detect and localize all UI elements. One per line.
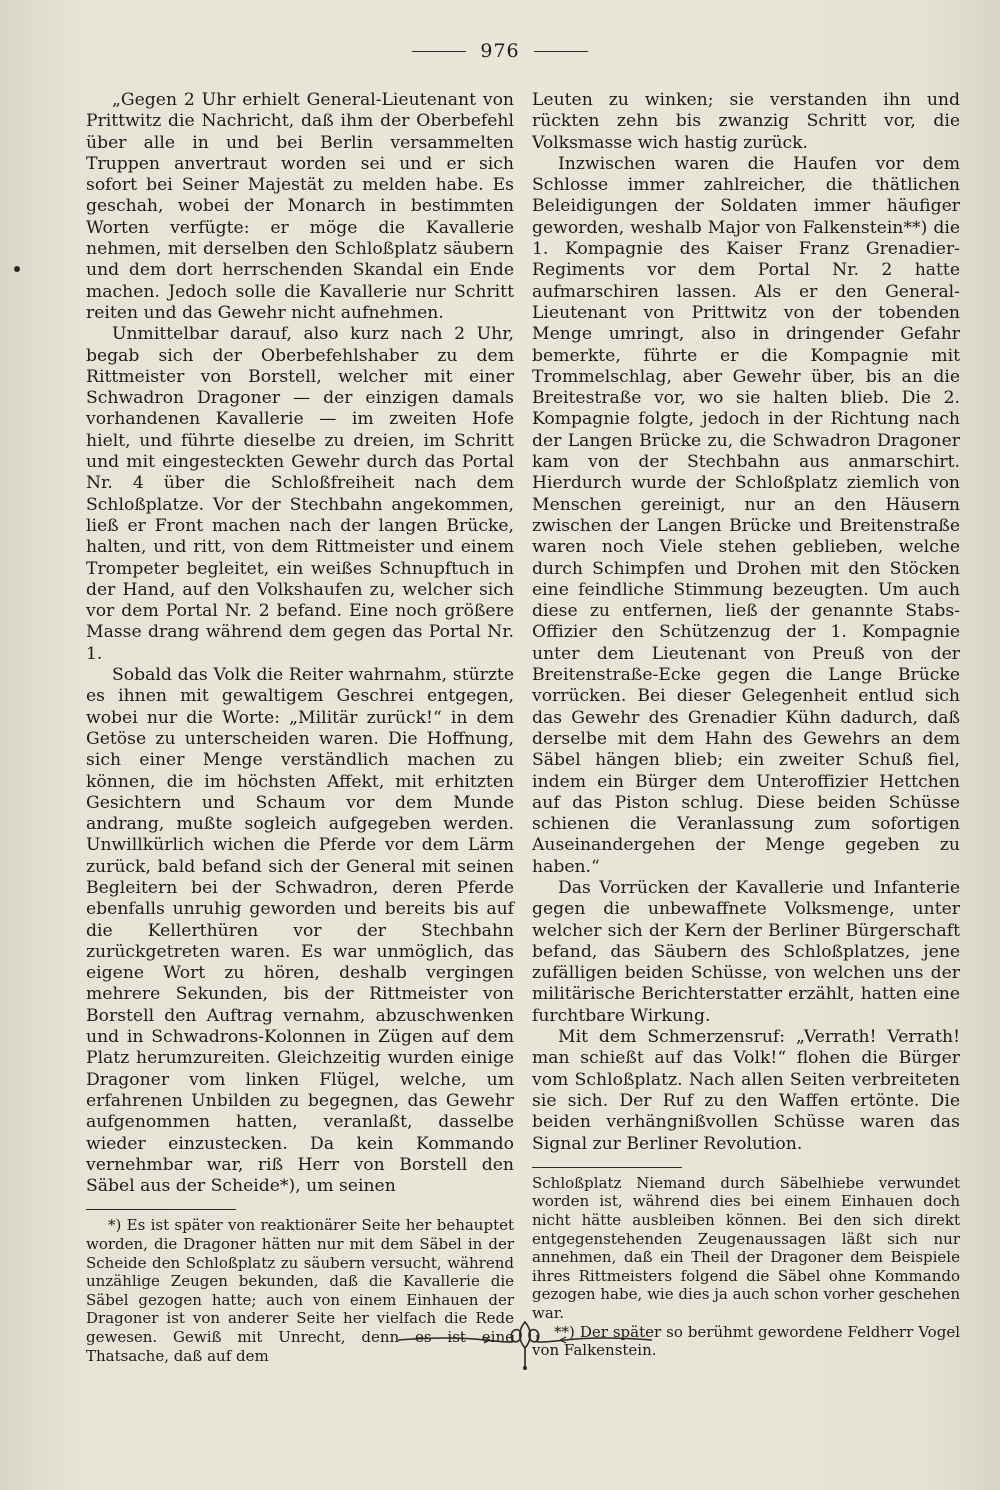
footnote: *) Es ist später von reaktionärer Seite her behauptet worden, die Dragoner hätten nur mit dem Säbel in der Scheide den Schloßplatz zu säubern versucht, während unzählige Zeugen bekunden, daß die Kavallerie die Säbel gezogen hatte; auch von einem Einhauen der Dragoner ist von anderer Seite her vielfach die Rede gewesen. Gewiß mit Unrecht, denn es ist eine Thatsache, daß auf dem	[86, 1216, 514, 1365]
header-rule-right	[534, 51, 588, 52]
paragraph: Mit dem Schmerzensruf: „Verrath! Verrath! man schießt auf das Volk!“ flohen die Bürger vom Schloßplatz. Nach allen Seiten verbreiteten sie sich. Der Ruf zu den Waffen ertönte. Die beiden verhängnißvollen Schüsse waren das Signal zur Berliner Revolution.	[532, 1027, 960, 1154]
header-rule-left	[412, 51, 466, 52]
page-number: 976	[480, 40, 520, 62]
footnote-rule	[86, 1209, 236, 1210]
paragraph: Leuten zu winken; sie verstanden ihn und rückten zehn bis zwanzig Schritt vor, die Volksmasse wich hastig zurück.	[532, 90, 960, 153]
paragraph: Inzwischen waren die Haufen vor dem Schlosse immer zahlreicher, die thätlichen Beleidigungen der Soldaten immer häufiger geworden, weshalb Major von Falkenstein**) die 1. Kompagnie des Kaiser Franz Grenadier-Regiments vor dem Portal Nr. 2 hatte aufmarschiren lassen. Als er den General-Lieutenant von Prittwitz von der tobenden Menge umringt, also in dringender Gefahr bemerkte, führte er die Kompagnie mit Trommelschlag, aber Gewehr über, bis an die Breitestraße vor, wo sie halten blieb. Die 2. Kompagnie folgte, jedoch in der Richtung nach der Langen Brücke zu, die Schwadron Dragoner kam von der Stechbahn aus anmarschirt. Hierdurch wurde der Schloßplatz ziemlich von Menschen gereinigt, nur an den Häusern zwischen der Langen Brücke und Breitenstraße waren noch Viele stehen geblieben, welche durch Schimpfen und Drohen mit den Stöcken eine feindliche Stimmung bezeugten. Um auch diese zu entfernen, ließ der genannte Stabs-Offizier den Schützenzug der 1. Kompagnie unter dem Lieutenant von Preuß von der Breitenstraße-Ecke gegen die Lange Brücke vorrücken. Bei dieser Gelegenheit entlud sich das Gewehr des Grenadier Kühn dadurch, daß derselbe mit dem Hahn des Gewehrs an dem Säbel hängen blieb; ein zweiter Schuß fiel, indem ein Bürger dem Unteroffizier Hettchen auf das Piston schlug. Diese beiden Schüsse schienen die Veranlassung zum sofortigen Auseinandergehen der Menge gegeben zu haben.“	[532, 153, 960, 877]
left-column	[86, 90, 514, 1365]
footnote-continuation: Schloßplatz Niemand durch Säbelhiebe verwundet worden ist, während dies bei einem Einhauen doch nicht hätte ausbleiben können. Bei den sich direkt entgegenstehenden Zeugenaussagen läßt sich nur annehmen, daß ein Theil der Dragoner dem Beispiele ihres Rittmeisters folgend die Säbel ohne Kommando gezogen habe, wie dies ja auch schon vorher geschehen war.	[532, 1173, 960, 1322]
ornament-flourish-icon	[390, 1318, 660, 1374]
margin-mark	[14, 266, 20, 272]
footnote-rule	[532, 1167, 682, 1168]
footnote: **) Der später so berühmt gewordene Feldherr Vogel von Falkenstein.	[532, 1322, 960, 1360]
paragraph: Sobald das Volk die Reiter wahrnahm, stürzte es ihnen mit gewaltigem Geschrei entgegen, wobei nur die Worte: „Militär zurück!“ in dem Getöse zu unterscheiden waren. Die Hoffnung, sich einer Menge verständlich machen zu können, die im höchsten Affekt, mit erhitzten Gesichtern und Schaum vor dem Munde andrang, mußte sogleich aufgegeben werden. Unwillkürlich wichen die Pferde vor dem Lärm zurück, bald befand sich der General mit seinen Begleitern bei der Schwadron, deren Pferde ebenfalls unruhig geworden und bereits bis auf die Kellerthüren vor der Stechbahn zurückgetreten waren. Es war unmöglich, das eigene Wort zu hören, deshalb vergingen mehrere Sekunden, bis der Rittmeister von Borstell den Auftrag vernahm, abzuschwenken und in Schwadrons-Kolonnen in Zügen auf dem Platz herumzureiten. Gleichzeitig wurden einige Dragoner vom linken Flügel, welche, um erfahrenen Unbilden zu begegnen, das Gewehr aufgenommen hatten, veranlaßt, dasselbe wieder einzustecken. Da kein Kommando vernehmbar war, riß Herr von Borstell den Säbel aus der Scheide*), um seinen	[86, 665, 514, 1197]
paragraph: Unmittelbar darauf, also kurz nach 2 Uhr, begab sich der Oberbefehlshaber zu dem Rittmeister von Borstell, welcher mit einer Schwadron Dragoner — der einzigen damals vorhandenen Kavallerie — im zweiten Hofe hielt, und führte dieselbe zu dreien, im Schritt und mit eingesteckten Gewehr durch das Portal Nr. 4 über die Schloßfreiheit nach dem Schloßplatze. Vor der Stechbahn angekommen, ließ er Front machen nach der langen Brücke, halten, und ritt, von dem Rittmeister und einem Trompeter begleitet, ein weißes Schnupftuch in der Hand, auf den Volkshaufen zu, welcher sich vor dem Portal Nr. 2 befand. Eine noch größere Masse drang während dem gegen das Portal Nr. 1.	[86, 324, 514, 664]
right-column	[532, 90, 960, 1360]
page-header	[0, 40, 1000, 62]
paragraph: Das Vorrücken der Kavallerie und Infanterie gegen die unbewaffnete Volksmenge, unter welcher sich der Kern der Berliner Bürgerschaft befand, das Säubern des Schloßplatzes, jene zufälligen beiden Schüsse, von welchen uns der militärische Berichterstatter erzählt, hatten eine furchtbare Wirkung.	[532, 877, 960, 1026]
paragraph: „Gegen 2 Uhr erhielt General-Lieutenant von Prittwitz die Nachricht, daß ihm der Oberbefehl über alle in und bei Berlin versammelten Truppen anvertraut worden sei und er sich sofort bei Seiner Majestät zu melden habe. Es geschah, wobei der Monarch in bestimmten Worten verfügte: er möge die Kavallerie nehmen, mit derselben den Schloßplatz säubern und dem dort herrschenden Skandal ein Ende machen. Jedoch solle die Kavallerie nur Schritt reiten und das Gewehr nicht aufnehmen.	[86, 90, 514, 323]
